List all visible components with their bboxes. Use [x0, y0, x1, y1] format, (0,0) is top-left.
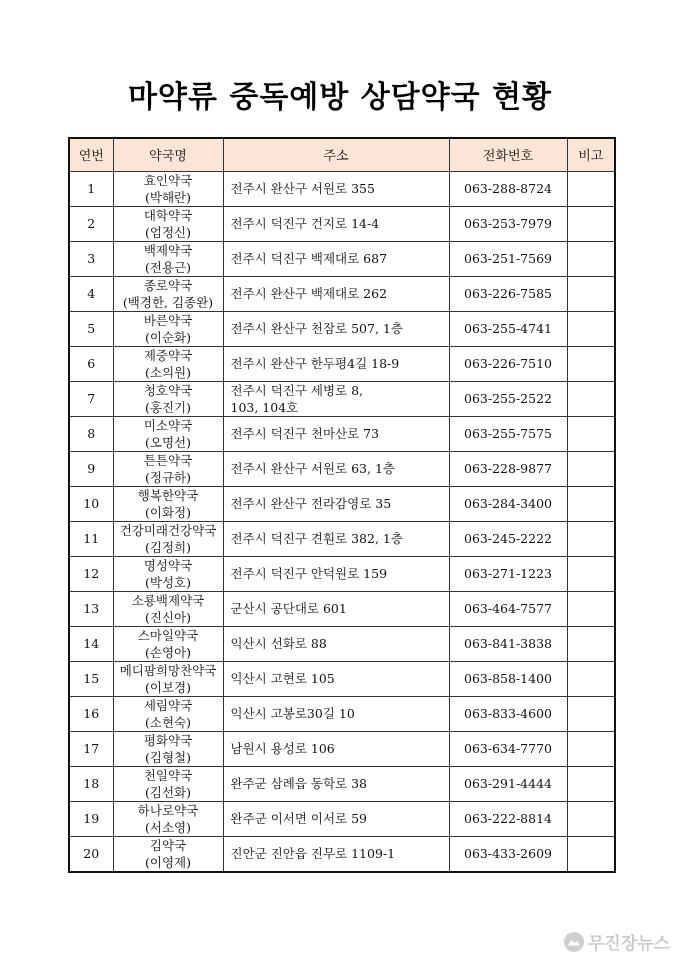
- page-title: 마약류 중독예방 상담약국 현황: [127, 80, 553, 115]
- cell-pharmacy: [113, 521, 223, 556]
- cell-no: 15: [69, 661, 113, 696]
- table-row: [69, 206, 615, 241]
- cell-no: 20: [69, 836, 113, 872]
- cell-phone: 063-226-7510: [449, 346, 567, 381]
- cell-note: [567, 486, 615, 521]
- pharmacy-name: 행복한약국: [137, 487, 199, 503]
- cell-phone: 063-634-7770: [449, 731, 567, 766]
- pharmacy-name: 제중약국: [143, 347, 193, 363]
- cell-no: 1: [69, 171, 113, 206]
- cell-pharmacy: [113, 346, 223, 381]
- pharmacy-name: 평화약국: [143, 732, 193, 748]
- cell-no: 2: [69, 206, 113, 241]
- cell-phone: 063-833-4600: [449, 696, 567, 731]
- address-line: 전주시 덕진구 건지로 14-4: [230, 216, 380, 231]
- pharmacy-name: 대학약국: [143, 207, 193, 223]
- cell-pharmacy: [113, 836, 223, 872]
- cell-no: 17: [69, 731, 113, 766]
- address-line: 진안군 진안읍 진무로 1109-1: [230, 846, 396, 861]
- address-line: 완주군 이서면 이서로 59: [230, 811, 368, 826]
- table-row: [69, 836, 615, 872]
- cell-address: [223, 241, 449, 276]
- cell-no: 11: [69, 521, 113, 556]
- cell-address: [223, 381, 449, 416]
- address-line: 전주시 완산구 천잠로 507, 1층: [230, 321, 403, 336]
- cell-phone: 063-288-8724: [449, 171, 567, 206]
- cell-phone: 063-228-9877: [449, 451, 567, 486]
- cell-no: 5: [69, 311, 113, 346]
- cell-pharmacy: [113, 206, 223, 241]
- table-row: [69, 451, 615, 486]
- cell-note: [567, 241, 615, 276]
- pharmacist-name: (전용근): [145, 259, 191, 275]
- header-note: 비고: [567, 138, 615, 171]
- pharmacy-name: 천일약국: [143, 767, 193, 783]
- address-line: 전주시 완산구 서원로 355: [230, 181, 375, 196]
- pharmacist-name: (정규하): [145, 469, 191, 485]
- cell-address: [223, 311, 449, 346]
- pharmacy-name: 김약국: [149, 837, 187, 853]
- address-line: 남원시 용성로 106: [230, 741, 335, 756]
- table-row: [69, 486, 615, 521]
- mountain-logo-icon: [564, 932, 584, 952]
- cell-pharmacy: [113, 381, 223, 416]
- table-row: [69, 171, 615, 206]
- pharmacist-name: (이보경): [145, 679, 191, 695]
- pharmacist-name: (소현숙): [145, 714, 191, 730]
- cell-no: 12: [69, 556, 113, 591]
- cell-pharmacy: [113, 556, 223, 591]
- cell-pharmacy: [113, 416, 223, 451]
- address-line: 전주시 완산구 서원로 63, 1층: [230, 461, 395, 476]
- pharmacist-name: (김정희): [145, 539, 191, 555]
- cell-pharmacy: [113, 661, 223, 696]
- table-body: [69, 171, 615, 872]
- cell-no: 4: [69, 276, 113, 311]
- table-row: [69, 311, 615, 346]
- pharmacy-name: 미소약국: [143, 417, 193, 433]
- cell-address: [223, 626, 449, 661]
- header-pharmacy: 약국명: [113, 138, 223, 171]
- cell-pharmacy: [113, 276, 223, 311]
- cell-phone: 063-245-2222: [449, 521, 567, 556]
- table-row: [69, 661, 615, 696]
- pharmacy-name: 스마일약국: [137, 627, 199, 643]
- cell-pharmacy: [113, 801, 223, 836]
- cell-phone: 063-841-3838: [449, 626, 567, 661]
- cell-note: [567, 521, 615, 556]
- cell-note: [567, 591, 615, 626]
- pharmacy-name: 백제약국: [143, 242, 193, 258]
- pharmacy-name: 메디팜희망찬약국: [119, 662, 217, 678]
- cell-phone: 063-255-7575: [449, 416, 567, 451]
- cell-pharmacy: [113, 311, 223, 346]
- pharmacist-name: (김형철): [145, 749, 191, 765]
- cell-address: [223, 591, 449, 626]
- cell-pharmacy: [113, 241, 223, 276]
- cell-note: [567, 556, 615, 591]
- cell-note: [567, 416, 615, 451]
- cell-pharmacy: [113, 591, 223, 626]
- pharmacist-name: (이영제): [145, 854, 191, 870]
- table-row: [69, 521, 615, 556]
- header-address: 주소: [223, 138, 449, 171]
- pharmacist-name: (이순화): [145, 329, 191, 345]
- cell-no: 14: [69, 626, 113, 661]
- address-line: 익산시 고현로 105: [230, 671, 335, 686]
- cell-note: [567, 346, 615, 381]
- cell-no: 19: [69, 801, 113, 836]
- pharmacy-name: 소룡백제약국: [131, 592, 205, 608]
- cell-no: 16: [69, 696, 113, 731]
- cell-note: [567, 731, 615, 766]
- pharmacist-name: (김선화): [145, 784, 191, 800]
- cell-note: [567, 626, 615, 661]
- cell-no: 18: [69, 766, 113, 801]
- pharmacy-name: 청호약국: [143, 382, 193, 398]
- address-line: 전주시 덕진구 안덕원로 159: [230, 566, 388, 581]
- pharmacist-name: (백경한, 김종완): [122, 294, 214, 310]
- cell-pharmacy: [113, 766, 223, 801]
- cell-note: [567, 661, 615, 696]
- cell-no: 7: [69, 381, 113, 416]
- address-line: 익산시 고봉로30길 10: [230, 706, 355, 721]
- cell-note: [567, 276, 615, 311]
- pharmacist-name: (소의원): [145, 364, 191, 380]
- cell-address: [223, 836, 449, 872]
- table-row: [69, 276, 615, 311]
- table-row: [69, 416, 615, 451]
- cell-address: [223, 766, 449, 801]
- cell-address: [223, 486, 449, 521]
- pharmacy-name: 건강미래건강약국: [119, 522, 217, 538]
- cell-note: [567, 171, 615, 206]
- cell-note: [567, 206, 615, 241]
- cell-phone: 063-858-1400: [449, 661, 567, 696]
- pharmacist-name: (서소영): [145, 819, 191, 835]
- pharmacy-table: [68, 137, 616, 873]
- cell-note: [567, 696, 615, 731]
- cell-address: [223, 801, 449, 836]
- cell-pharmacy: [113, 696, 223, 731]
- cell-address: [223, 416, 449, 451]
- cell-note: [567, 766, 615, 801]
- watermark: [564, 929, 670, 954]
- pharmacy-name: 하나로약국: [137, 802, 199, 818]
- table-row: [69, 766, 615, 801]
- pharmacist-name: (박성호): [145, 574, 191, 590]
- table-row: [69, 801, 615, 836]
- cell-no: 3: [69, 241, 113, 276]
- pharmacy-name: 명성약국: [143, 557, 193, 573]
- header-phone: 전화번호: [449, 138, 567, 171]
- cell-address: [223, 276, 449, 311]
- address-line: 전주시 완산구 한두평4길 18-9: [230, 356, 400, 371]
- table-row: [69, 696, 615, 731]
- pharmacy-name: 세림약국: [143, 697, 193, 713]
- cell-address: [223, 171, 449, 206]
- address-line: 전주시 덕진구 견훤로 382, 1층: [230, 531, 403, 546]
- table-row: [69, 626, 615, 661]
- address-line: 전주시 완산구 전라감영로 35: [230, 496, 392, 511]
- cell-phone: 063-255-2522: [449, 381, 567, 416]
- cell-address: [223, 521, 449, 556]
- cell-no: 9: [69, 451, 113, 486]
- cell-note: [567, 836, 615, 872]
- cell-address: [223, 556, 449, 591]
- cell-phone: 063-291-4444: [449, 766, 567, 801]
- cell-no: 6: [69, 346, 113, 381]
- cell-phone: 063-464-7577: [449, 591, 567, 626]
- cell-phone: 063-255-4741: [449, 311, 567, 346]
- cell-note: [567, 311, 615, 346]
- address-line: 전주시 덕진구 천마산로 73: [230, 426, 380, 441]
- table-row: [69, 591, 615, 626]
- pharmacist-name: (엄정신): [145, 224, 191, 240]
- address-line: 전주시 덕진구 세병로 8,: [230, 382, 364, 398]
- pharmacist-name: (홍진기): [145, 399, 191, 415]
- watermark-text: 무진장뉴스: [587, 934, 670, 954]
- cell-pharmacy: [113, 626, 223, 661]
- cell-phone: 063-222-8814: [449, 801, 567, 836]
- header-no: 연번: [69, 138, 113, 171]
- cell-pharmacy: [113, 451, 223, 486]
- cell-phone: 063-226-7585: [449, 276, 567, 311]
- pharmacist-name: (오명선): [145, 434, 191, 450]
- pharmacy-name: 바른약국: [143, 312, 193, 328]
- table-row: [69, 346, 615, 381]
- pharmacy-name: 효인약국: [143, 172, 193, 188]
- pharmacist-name: (박해란): [145, 189, 191, 205]
- cell-pharmacy: [113, 171, 223, 206]
- pharmacist-name: (이화정): [145, 504, 191, 520]
- cell-address: [223, 346, 449, 381]
- cell-no: 10: [69, 486, 113, 521]
- cell-no: 8: [69, 416, 113, 451]
- cell-note: [567, 801, 615, 836]
- address-line-2: 103, 104호: [230, 399, 299, 415]
- cell-pharmacy: [113, 486, 223, 521]
- cell-address: [223, 451, 449, 486]
- cell-note: [567, 451, 615, 486]
- cell-no: 13: [69, 591, 113, 626]
- cell-phone: 063-253-7979: [449, 206, 567, 241]
- cell-address: [223, 661, 449, 696]
- cell-phone: 063-251-7569: [449, 241, 567, 276]
- table-header-row: [69, 138, 615, 171]
- table-row: [69, 556, 615, 591]
- table-row: [69, 241, 615, 276]
- address-line: 익산시 선화로 88: [230, 636, 327, 651]
- pharmacy-name: 종로약국: [143, 277, 193, 293]
- address-line: 완주군 삼례읍 동학로 38: [230, 776, 368, 791]
- table-row: [69, 381, 615, 416]
- pharmacist-name: (손영아): [145, 644, 191, 660]
- address-line: 전주시 덕진구 백제대로 687: [230, 251, 388, 266]
- cell-address: [223, 696, 449, 731]
- cell-address: [223, 206, 449, 241]
- cell-phone: 063-433-2609: [449, 836, 567, 872]
- address-line: 군산시 공단대로 601: [230, 601, 347, 616]
- pharmacy-name: 튼튼약국: [143, 452, 193, 468]
- address-line: 전주시 완산구 백제대로 262: [230, 286, 388, 301]
- table-row: [69, 731, 615, 766]
- cell-address: [223, 731, 449, 766]
- cell-pharmacy: [113, 731, 223, 766]
- cell-note: [567, 381, 615, 416]
- cell-phone: 063-271-1223: [449, 556, 567, 591]
- pharmacist-name: (진신아): [145, 609, 191, 625]
- cell-phone: 063-284-3400: [449, 486, 567, 521]
